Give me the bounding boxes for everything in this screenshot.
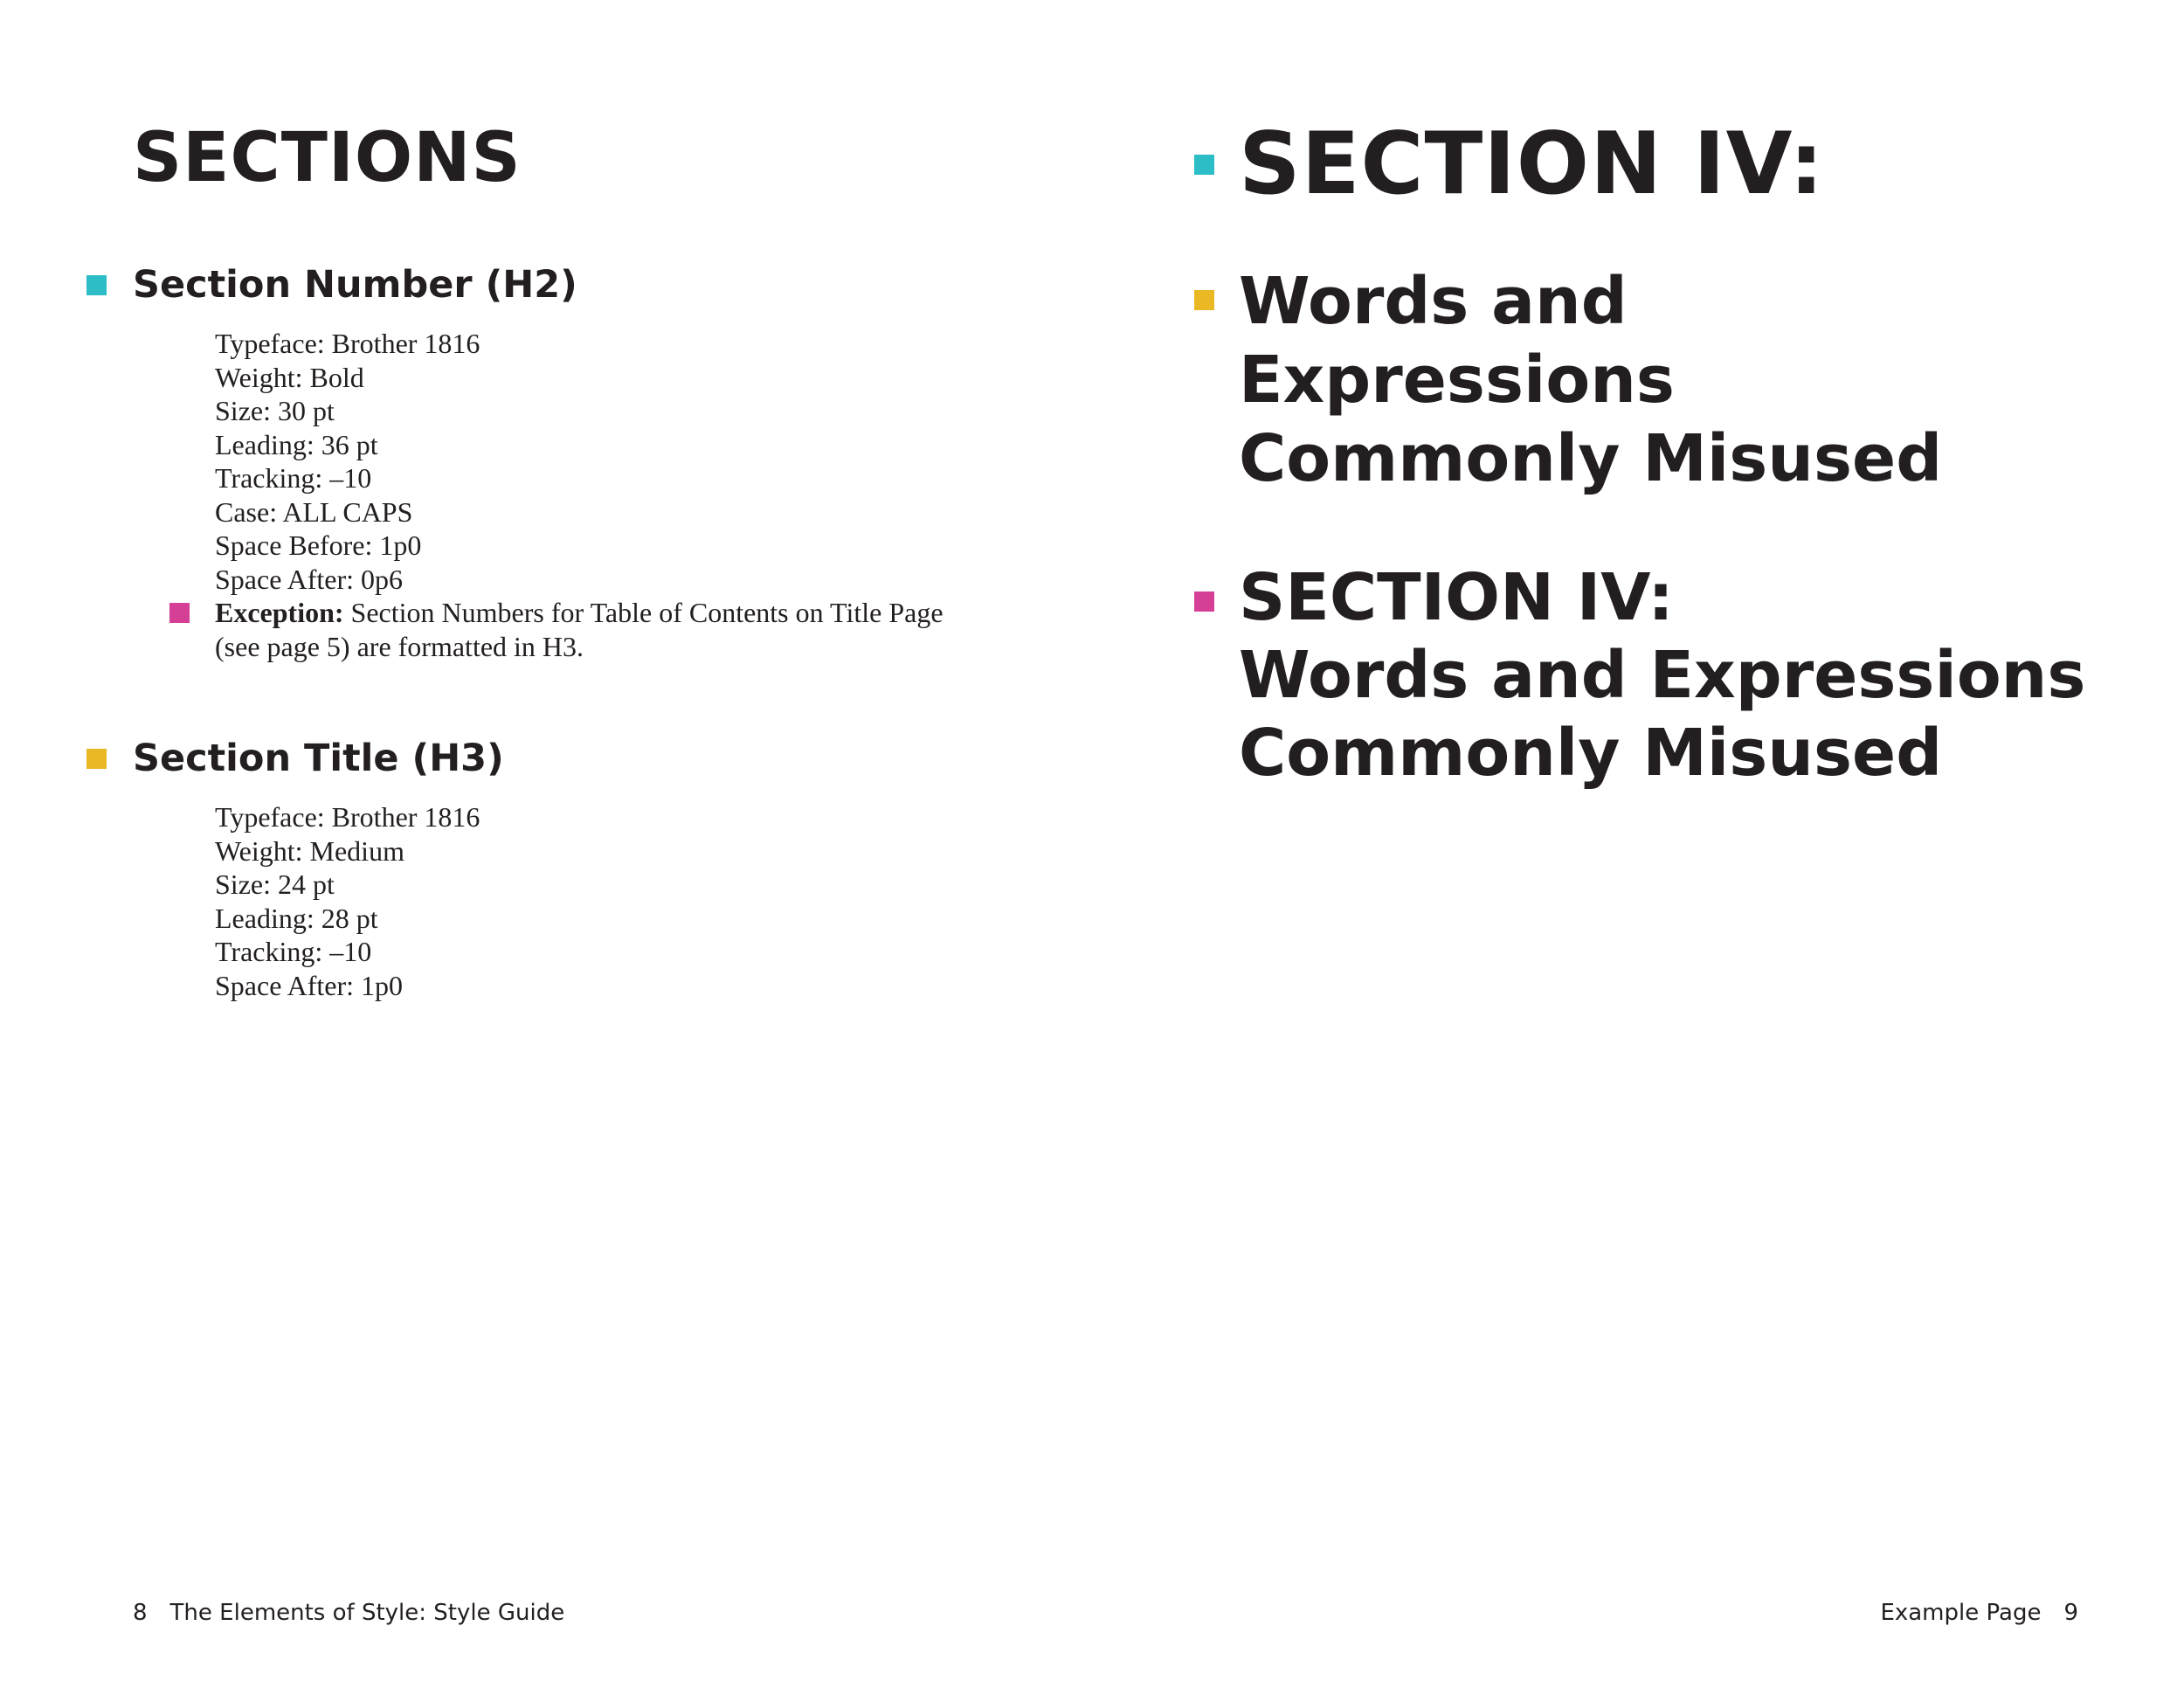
spec-item: Typeface: Brother 1816	[215, 801, 480, 833]
yellow-marker-example	[1194, 290, 1214, 310]
spec-item: Typeface: Brother 1816	[215, 328, 480, 359]
spec-item: Size: 30 pt	[215, 395, 335, 426]
teal-marker-h2	[86, 275, 107, 295]
combined-line-1: SECTION IV:	[1239, 560, 1674, 635]
example-combined-heading	[1239, 559, 2085, 792]
footer-right-text: Example Page	[1880, 1600, 2042, 1626]
left-page-number: 8	[133, 1600, 148, 1626]
section-title-heading: Section Title (H3)	[133, 737, 504, 780]
spec-item: Leading: 28 pt	[215, 902, 378, 934]
magenta-marker-example	[1194, 591, 1214, 612]
exception-note	[215, 596, 957, 663]
section-title-spec-list	[215, 800, 480, 1002]
spec-item: Tracking: –10	[215, 936, 372, 967]
footer-left-text: The Elements of Style: Style Guide	[169, 1600, 565, 1626]
footer-right	[1880, 1599, 2078, 1627]
spec-item: Weight: Medium	[215, 834, 404, 867]
yellow-marker-h3	[86, 749, 107, 769]
section-number-spec-list	[215, 327, 480, 596]
footer-left	[133, 1599, 564, 1627]
spec-item: Size: 24 pt	[215, 868, 335, 900]
spec-item: Weight: Bold	[215, 361, 364, 393]
example-section-number: SECTION IV:	[1239, 114, 1825, 214]
magenta-marker-exception	[169, 603, 190, 623]
page-title: SECTIONS	[133, 119, 522, 197]
combined-line-3: Commonly Misused	[1239, 716, 1943, 791]
spec-item: Case: ALL CAPS	[215, 495, 413, 528]
spec-item: Leading: 36 pt	[215, 428, 378, 460]
section-number-heading: Section Number (H2)	[133, 263, 577, 307]
example-section-title: Words and Expressions Commonly Misused	[1239, 264, 1943, 496]
teal-marker-example	[1194, 155, 1214, 175]
exception-label: Exception:	[215, 597, 344, 628]
spec-item: Space Before: 1p0	[215, 529, 422, 561]
spec-item: Space After: 1p0	[215, 969, 404, 1001]
spec-item: Space After: 0p6	[215, 563, 404, 595]
combined-line-2: Words and Expressions	[1239, 638, 2086, 713]
exception-text: Section Numbers for Table of Contents on Title Page (see page 5) are formatted in H3.	[215, 597, 943, 662]
right-page-number: 9	[2063, 1600, 2078, 1626]
spec-item: Tracking: –10	[215, 462, 372, 494]
